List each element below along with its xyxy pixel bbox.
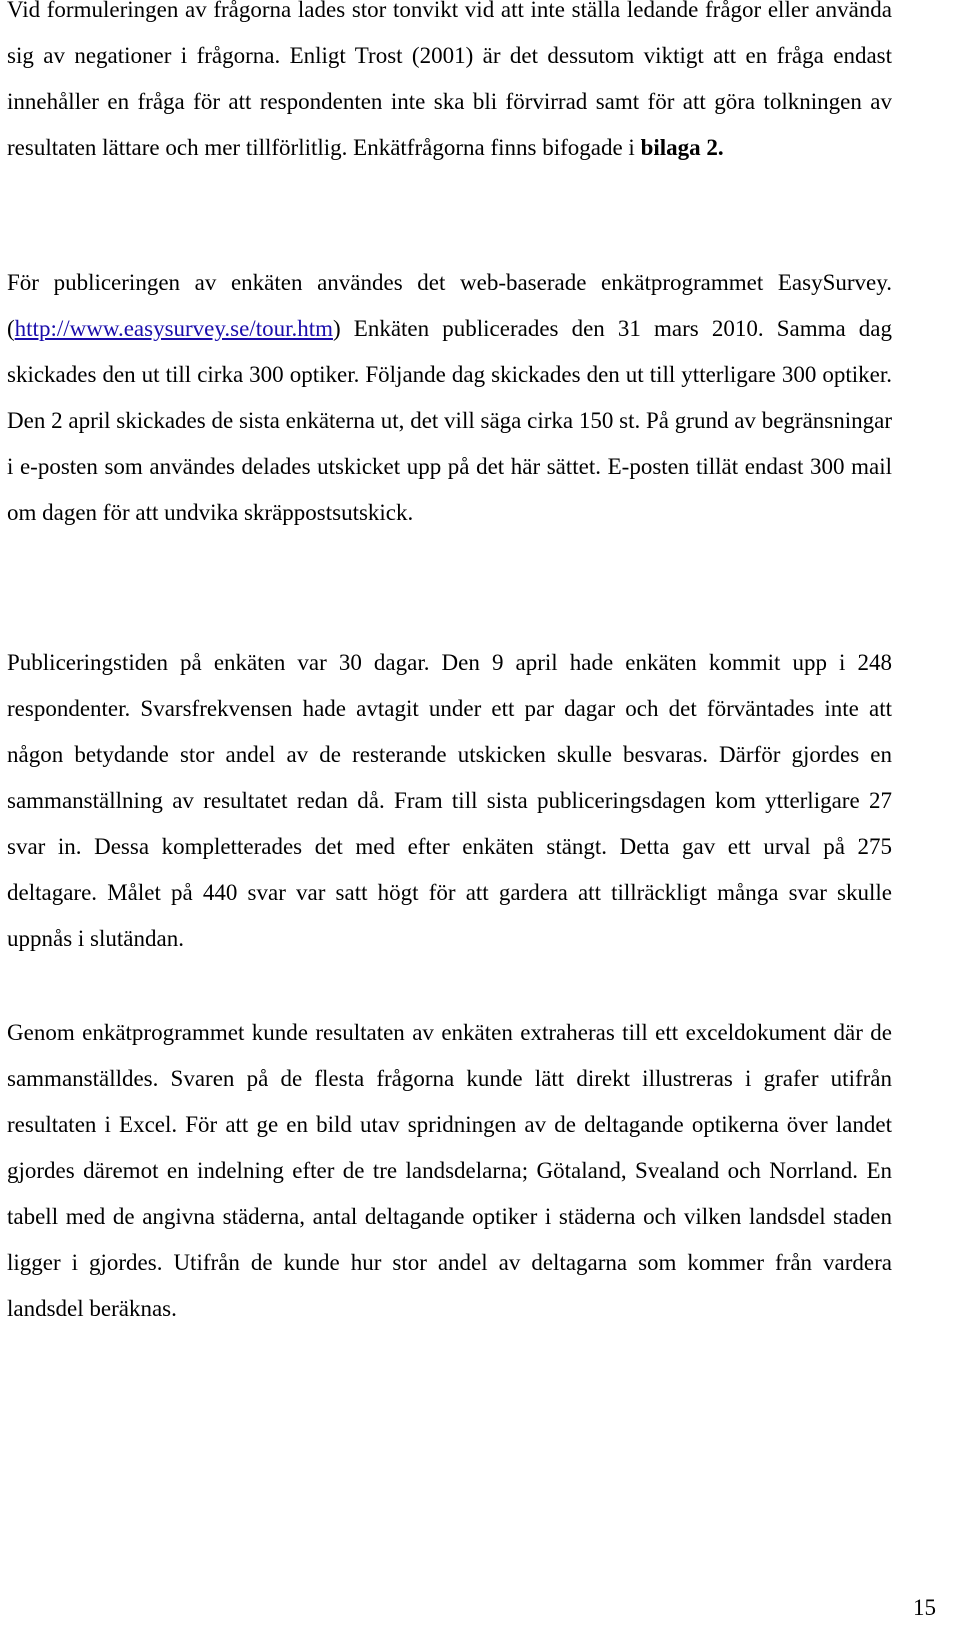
- paragraph-text: Vid formuleringen av frågorna lades stor tonvikt vid att inte ställa ledande frågor eller använda sig av negationer i frågorna. Enligt Trost (2001) är det dessutom viktigt att en fråga endast innehåller en fråga för att respondenten inte ska bli förvirrad samt för att göra tolkningen av resultaten lättare och mer tillförlitlig. Enkätfrågorna finns bifogade i: [7, 0, 892, 160]
- paragraph-result-extraction: [7, 1010, 892, 1332]
- paragraph-text: Publiceringstiden på enkäten var 30 dagar. Den 9 april hade enkäten kommit upp i 248 respondenter. Svarsfrekvensen hade avtagit under ett par dagar och det förväntades inte att någon betydande stor andel av de resterande utskicken skulle besvaras. Därför gjordes en sammanställning av resultatet redan då. Fram till sista publiceringsdagen kom ytterligare 27 svar in. Dessa kompletterades det med efter enkäten stängt. Detta gav ett urval på 275 deltagare. Målet på 440 svar var satt högt för att gardera att tillräckligt många svar skulle uppnås i slutändan.: [7, 650, 892, 951]
- page-number: 15: [913, 1595, 936, 1620]
- paragraph-publication-period: [7, 640, 892, 962]
- easysurvey-link[interactable]: http://www.easysurvey.se/tour.htm: [14, 316, 334, 341]
- paragraph-question-formulation: [7, 0, 892, 171]
- appendix-reference: bilaga 2.: [640, 135, 724, 160]
- paragraph-survey-publication: [7, 260, 892, 536]
- paragraph-text: För publiceringen av enkäten användes det web-baserade enkätprogrammet EasySurvey. (: [7, 270, 892, 341]
- paragraph-text: ) Enkäten publicerades den 31 mars 2010. Samma dag skickades den ut till cirka 300 optiker. Följande dag skickades den ut till ytterligare 300 optiker. Den 2 april skickades de sista enkäterna ut, det vill säga cirka 150 st. På grund av begränsningar i e-posten som användes delades utskicket upp på det här sättet. E-posten tillät endast 300 mail om dagen för att undvika skräppostsutskick.: [7, 316, 892, 525]
- paragraph-text: Genom enkätprogrammet kunde resultaten av enkäten extraheras till ett exceldokument där de sammanställdes. Svaren på de flesta frågorna kunde lätt direkt illustreras i grafer utifrån resultaten i Excel. För att ge en bild utav spridningen av de deltagande optikerna över landet gjordes däremot en indelning efter de tre landsdelarna; Götaland, Svealand och Norrland. En tabell med de angivna städerna, antal deltagande optiker i städerna och vilken landsdel staden ligger i gjordes. Utifrån de kunde hur stor andel av deltagarna som kommer från vardera landsdel beräknas.: [7, 1020, 892, 1321]
